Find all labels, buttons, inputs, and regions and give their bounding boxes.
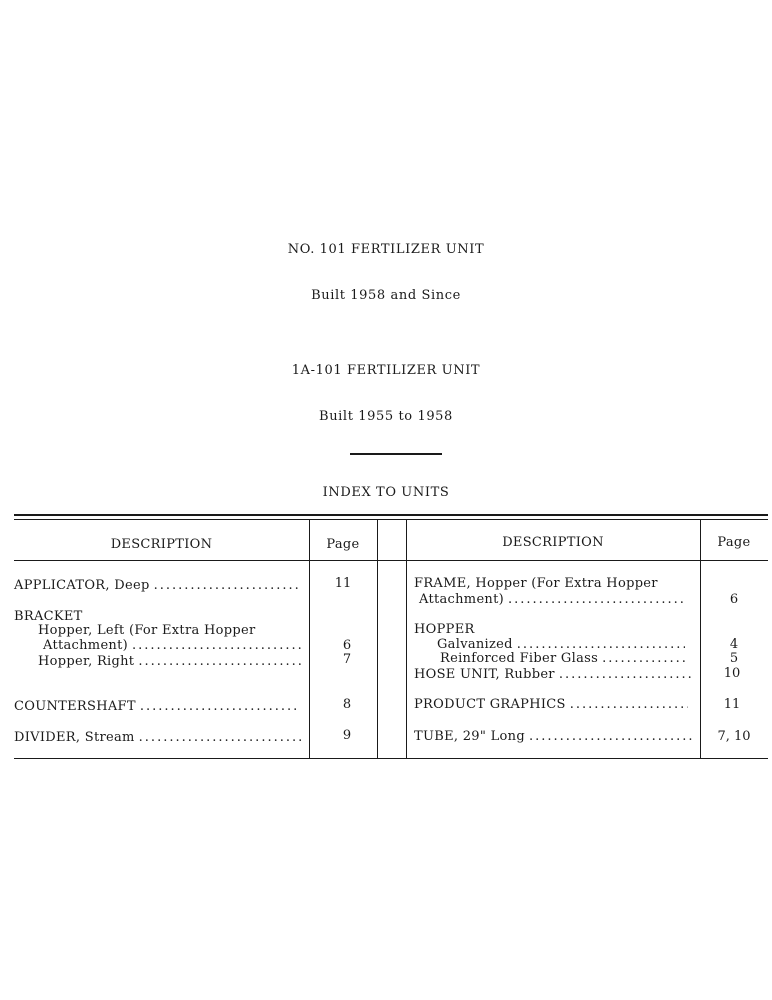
page-hopper-fiberglass: 5 [729,651,739,666]
page-frame-hopper: 6 [729,592,739,607]
unit2-title: 1A-101 FERTILIZER UNIT [291,363,481,378]
entry-divider [14,730,302,745]
entry-frame-hopper: FRAME, Hopper (For Extra Hopper [414,576,658,591]
entry-label: Attachment) [43,638,129,653]
table-top-rule [14,514,768,516]
leader-dots [517,637,685,652]
left-description-header: DESCRIPTION [110,537,213,552]
entry-label: Reinforced Fiber Glass [440,651,599,666]
unit1-title: NO. 101 FERTILIZER UNIT [287,242,485,257]
entry-hopper-fiberglass [440,651,687,666]
leader-dots [138,654,302,669]
entry-bracket: BRACKET [14,609,83,624]
entry-bracket-hopper-right [38,654,302,669]
left-page-header: Page [326,537,360,552]
leader-dots [139,730,302,745]
right-description-header: DESCRIPTION [502,535,604,550]
entry-label: PRODUCT GRAPHICS [414,697,566,712]
leader-dots [154,578,301,593]
unit1-built: Built 1958 and Since [311,288,461,303]
right-page-header: Page [717,535,751,550]
entry-hopper: HOPPER [414,622,475,637]
table-top-rule-inner [14,519,768,520]
leader-dots [529,729,692,744]
leader-dots [602,651,687,666]
entry-label: APPLICATOR, Deep [14,578,150,593]
leader-dots [132,638,302,653]
entry-hopper-galvanized [437,637,685,652]
entry-bracket-hopper-left: Hopper, Left (For Extra Hopper [38,623,256,638]
page-applicator: 11 [334,576,352,591]
page-countershaft: 8 [342,697,352,712]
entry-hose-unit [414,667,692,682]
entry-countershaft [14,699,300,714]
leader-dots [140,699,300,714]
page-tube: 7, 10 [717,729,751,744]
entry-label: Galvanized [437,637,513,652]
table-bottom-rule [14,758,768,759]
page-product-graphics: 11 [723,697,741,712]
leader-dots [559,667,692,682]
page-bracket-hopper-right: 7 [342,652,352,667]
index-title: INDEX TO UNITS [322,485,450,500]
page-divider: 9 [342,728,352,743]
entry-bracket-hopper-left-cont [43,638,302,653]
entry-label: COUNTERSHAFT [14,699,136,714]
entry-label: HOSE UNIT, Rubber [414,667,555,682]
unit2-built: Built 1955 to 1958 [319,409,453,424]
entry-tube [414,729,692,744]
entry-label: DIVIDER, Stream [14,730,135,745]
table-header-rule [14,560,768,561]
divider-right-outer [406,520,407,759]
separator-rule [350,453,442,455]
entry-frame-hopper-cont [419,592,683,607]
page-hose-unit: 10 [723,666,741,681]
entry-label: Attachment) [419,592,505,607]
entry-product-graphics [414,697,688,712]
entry-label: Hopper, Right [38,654,135,669]
entry-label: TUBE, 29" Long [414,729,525,744]
leader-dots [508,592,683,607]
entry-applicator [14,578,301,593]
leader-dots [570,697,688,712]
page-bracket-hopper-left: 6 [342,638,352,653]
page-hopper-galvanized: 4 [729,637,739,652]
